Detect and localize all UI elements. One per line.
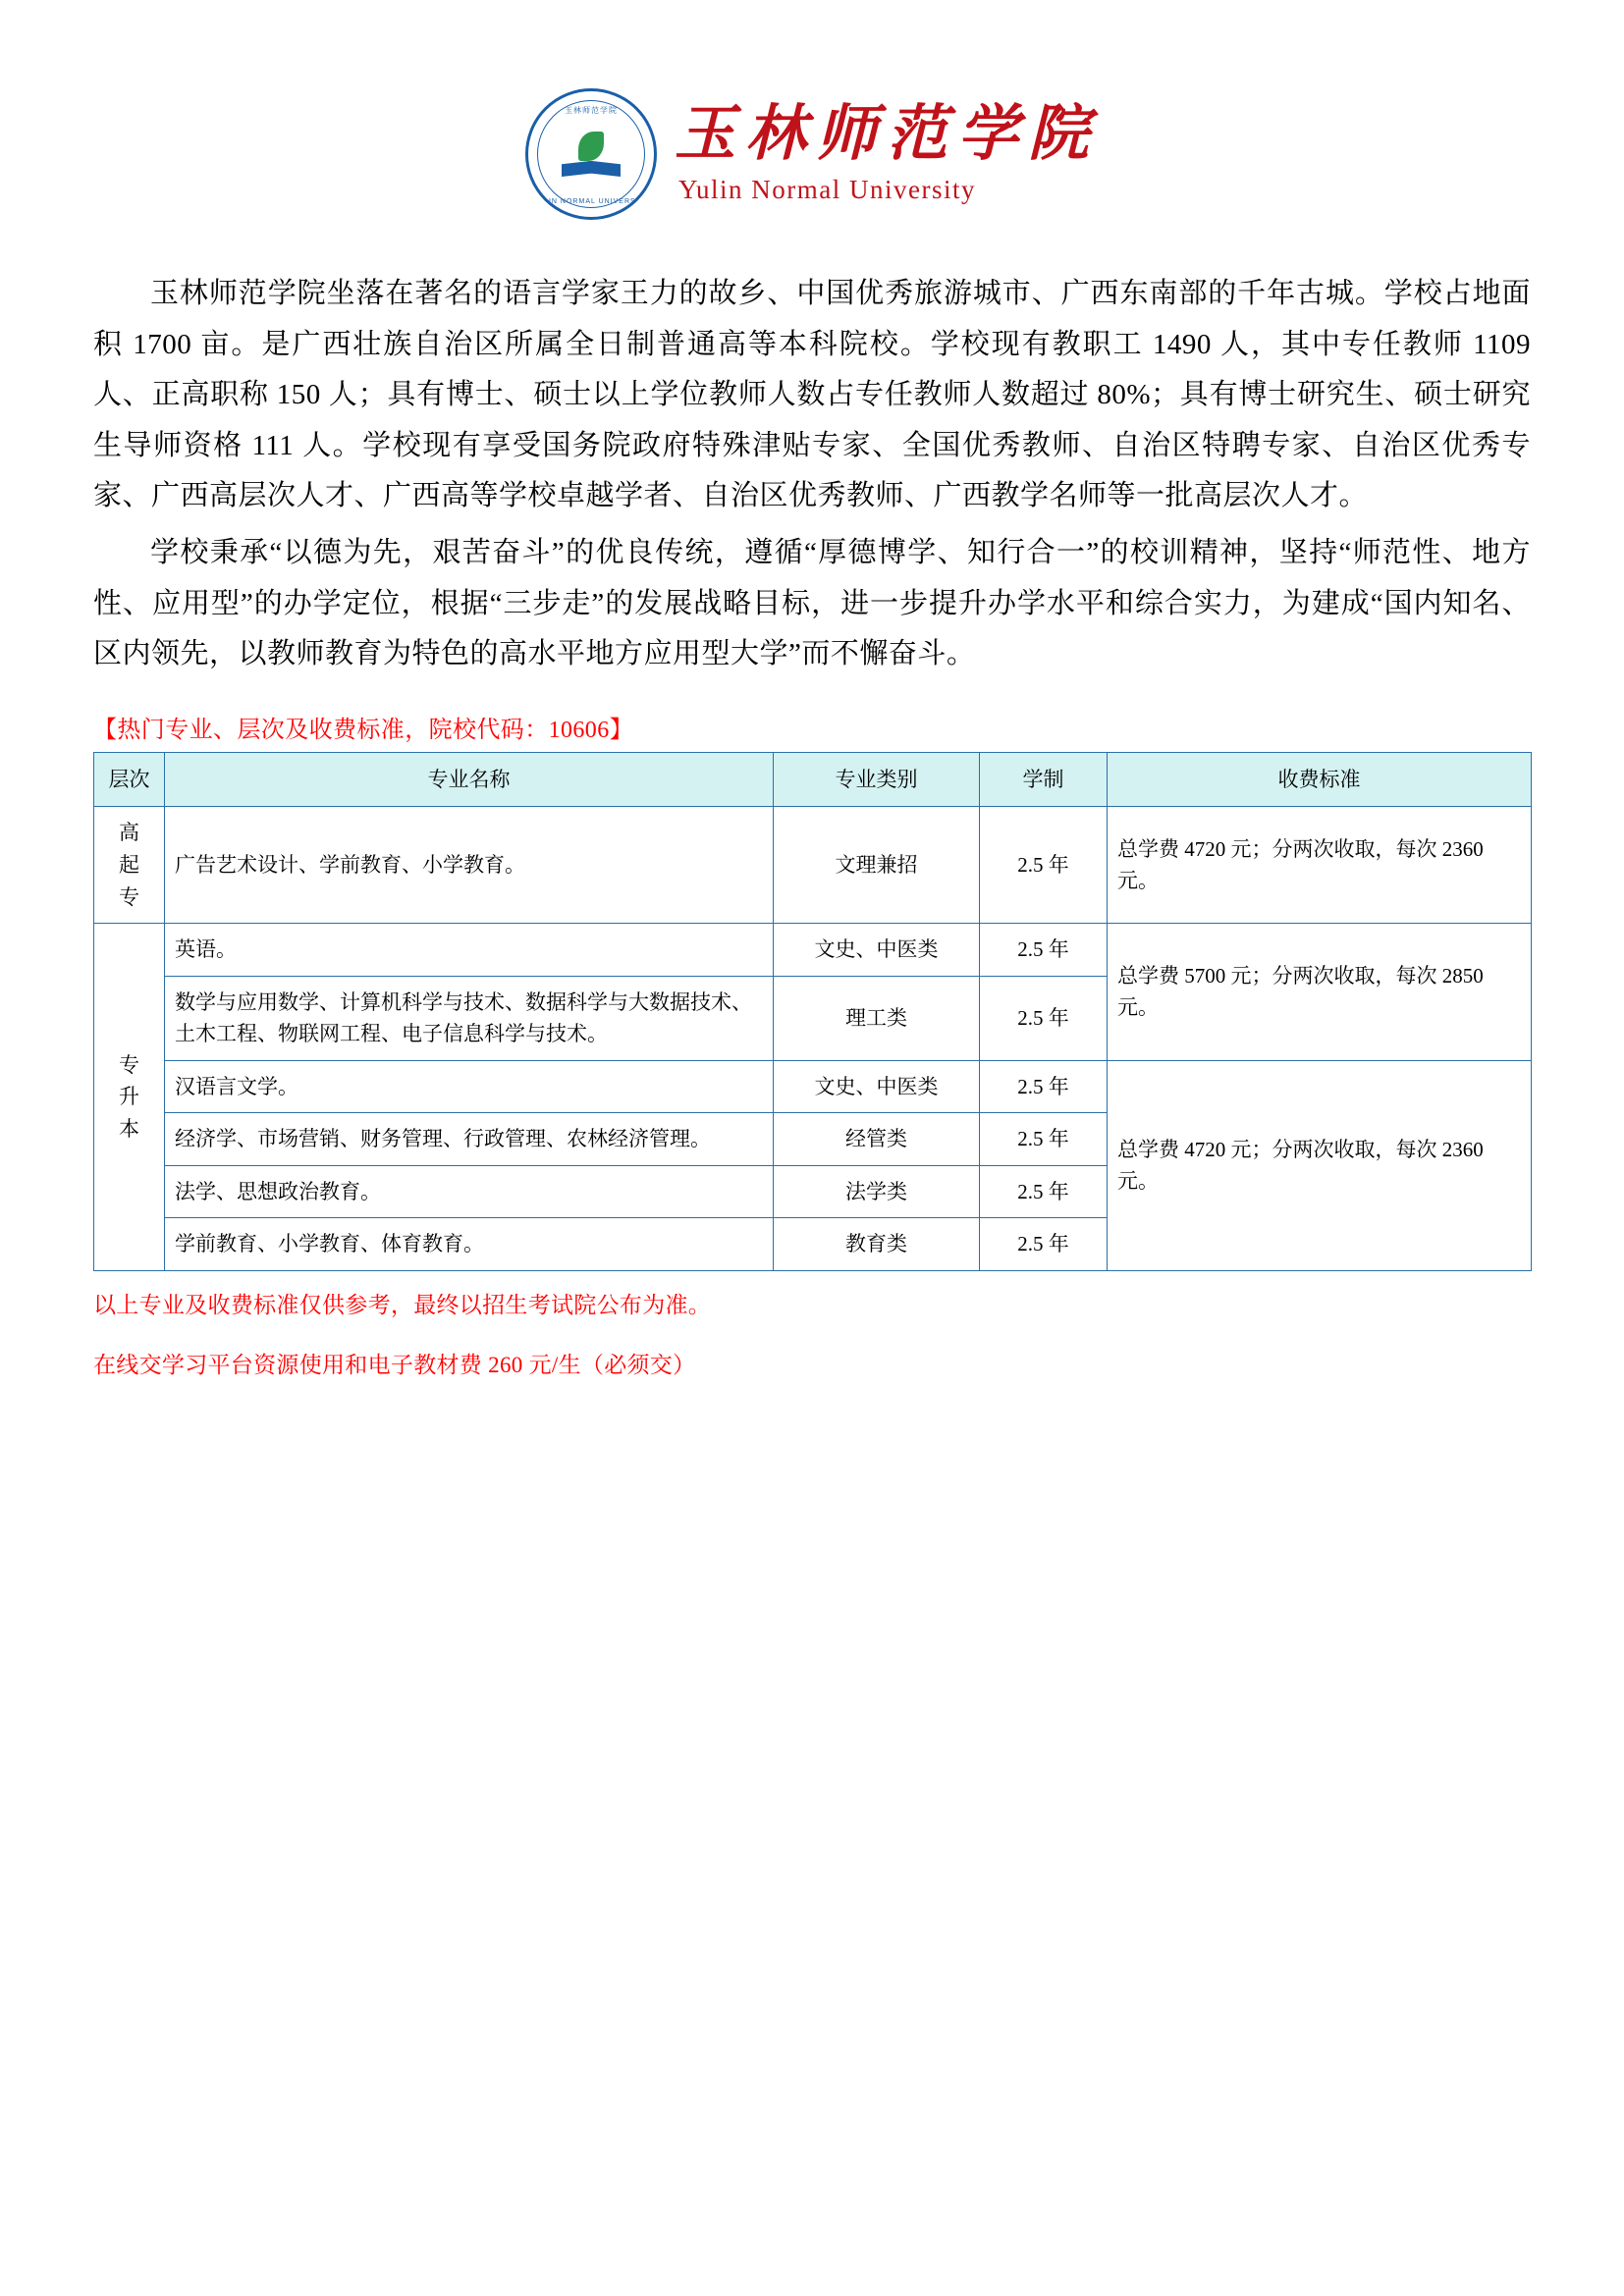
table-header-category: 专业类别: [774, 752, 980, 807]
cell-major: 法学、思想政治教育。: [165, 1165, 774, 1218]
cell-years: 2.5 年: [980, 1113, 1108, 1166]
majors-fee-table: [93, 752, 1532, 1271]
university-title-block: [674, 100, 1099, 205]
cell-level: 专 升 本: [94, 924, 165, 1271]
cell-major: 广告艺术设计、学前教育、小学教育。: [165, 807, 774, 924]
cell-years: 2.5 年: [980, 976, 1108, 1060]
cell-category: 文理兼招: [774, 807, 980, 924]
cell-fee: 总学费 4720 元；分两次收取，每次 2360 元。: [1108, 1060, 1532, 1270]
emblem-ring-en: YULIN NORMAL UNIVERSITY: [532, 198, 650, 205]
cell-years: 2.5 年: [980, 807, 1108, 924]
university-name-cn: 玉林师范学院: [674, 100, 1099, 168]
table-header-major: 专业名称: [165, 752, 774, 807]
cell-major: 汉语言文学。: [165, 1060, 774, 1113]
emblem-leaf-icon: [578, 132, 604, 161]
section-heading: 【热门专业、层次及收费标准，院校代码：10606】: [93, 717, 633, 743]
table-header-fee: 收费标准: [1108, 752, 1532, 807]
university-header: [93, 88, 1531, 220]
emblem-ring-cn: 玉林师范学院: [564, 106, 618, 115]
note-disclaimer: 以上专业及收费标准仅供参考，最终以招生考试院公布为准。: [93, 1292, 712, 1317]
cell-major: 学前教育、小学教育、体育教育。: [165, 1218, 774, 1271]
table-header-level: 层次: [94, 752, 165, 807]
cell-level: 高 起 专: [94, 807, 165, 924]
table-row: [94, 1060, 1532, 1113]
university-emblem-icon: [525, 88, 657, 220]
cell-major: 英语。: [165, 924, 774, 977]
cell-fee: 总学费 4720 元；分两次收取，每次 2360 元。: [1108, 807, 1532, 924]
cell-years: 2.5 年: [980, 1060, 1108, 1113]
cell-years: 2.5 年: [980, 1165, 1108, 1218]
intro-paragraph-2: 学校秉承“以德为先，艰苦奋斗”的优良传统，遵循“厚德博学、知行合一”的校训精神，坚持“师范性、地方性、应用型”的办学定位，根据“三步走”的发展战略目标，进一步提升办学水平和综合实力，为建成“国内知名、区内领先，以教师教育为特色的高水平地方应用型大学”而不懈奋斗。: [93, 537, 1531, 670]
cell-years: 2.5 年: [980, 1218, 1108, 1271]
cell-category: 文史、中医类: [774, 924, 980, 977]
university-name-en: Yulin Normal University: [677, 175, 976, 205]
cell-years: 2.5 年: [980, 924, 1108, 977]
cell-fee: 总学费 5700 元；分两次收取，每次 2850 元。: [1108, 924, 1532, 1061]
table-header-row: [94, 752, 1532, 807]
note-platform-fee: 在线交学习平台资源使用和电子教材费 260 元/生（必须交）: [93, 1352, 696, 1377]
cell-category: 法学类: [774, 1165, 980, 1218]
table-row: [94, 807, 1532, 924]
cell-category: 教育类: [774, 1218, 980, 1271]
cell-major: 经济学、市场营销、财务管理、行政管理、农林经济管理。: [165, 1113, 774, 1166]
cell-category: 文史、中医类: [774, 1060, 980, 1113]
cell-category: 经管类: [774, 1113, 980, 1166]
table-row: [94, 924, 1532, 977]
table-header-years: 学制: [980, 752, 1108, 807]
intro-paragraph-1: 玉林师范学院坐落在著名的语言学家王力的故乡、中国优秀旅游城市、广西东南部的千年古城。学校占地面积 1700 亩。是广西壮族自治区所属全日制普通高等本科院校。学校现有教职工 1490 人，其中专任教师 1109 人、正高职称 150 人；具有博士、硕士以上学位教师人数占专任教师人数超过 80%；具有博士研究生、硕士研究生导师资格 111 人。学校现有享受国务院政府特殊津贴专家、全国优秀教师、自治区特聘专家、自治区优秀专家、广西高层次人才、广西高等学校卓越学者、自治区优秀教师、广西教学名师等一批高层次人才。: [93, 278, 1531, 512]
cell-major: 数学与应用数学、计算机科学与技术、数据科学与大数据技术、土木工程、物联网工程、电子信息科学与技术。: [165, 976, 774, 1060]
emblem-book-icon: [562, 132, 621, 177]
emblem-pages-icon: [562, 161, 621, 177]
cell-category: 理工类: [774, 976, 980, 1060]
